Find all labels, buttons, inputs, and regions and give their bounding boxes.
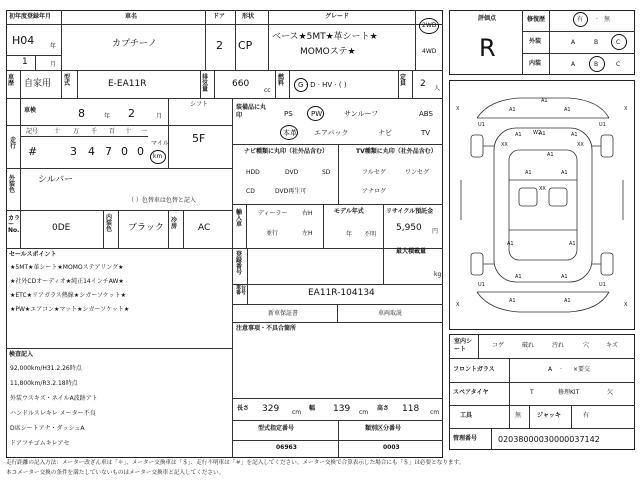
diagram-mark-17: X xyxy=(456,302,460,308)
registration-label: 登録番号 xyxy=(236,251,243,276)
shape-value: CP xyxy=(238,39,253,52)
selling-point-1: ★社外CDオーディオ★純正14インチAW★ xyxy=(10,278,124,285)
owner-manual: 車両取説 xyxy=(378,310,403,317)
diagram-mark-4: A1 xyxy=(515,132,522,138)
equip-airbag: エアバック xyxy=(314,129,349,137)
recycle-unit: 円 xyxy=(432,228,439,235)
diagram-axles xyxy=(483,146,601,264)
month-unit: 月 xyxy=(50,61,57,68)
equipment-label: 装備品に丸印 xyxy=(236,104,267,119)
interior-grade-label: 内装 xyxy=(529,60,542,67)
tools-label: 工具 xyxy=(460,412,473,419)
exterior-note: （ ）色替車は色替と記入 xyxy=(128,197,196,204)
nav-sd: SD xyxy=(322,169,331,176)
diagram-seat-right xyxy=(549,188,567,206)
mileage-digit-1: 4 xyxy=(88,145,95,158)
diagram-mark-0: A1 xyxy=(541,98,548,104)
color-code-label: カラーNo. xyxy=(8,215,21,234)
door-label: ドア xyxy=(213,13,225,20)
diagram-wheel-fl xyxy=(471,135,483,157)
shape-label: 形状 xyxy=(242,13,255,20)
mileage-header-5: 十 xyxy=(125,128,132,135)
mileage-header-4: 百 xyxy=(109,128,116,135)
inspector-note-0: 92,000km/H31.2.26時点 xyxy=(10,365,82,372)
shift-label: シフト xyxy=(190,101,209,108)
car-name-label: 車名 xyxy=(125,13,138,20)
notice-label: 注意事項・不具合箇所 xyxy=(236,325,297,332)
equip-abs: ABS xyxy=(419,110,433,118)
chassis-label: 車台番号 xyxy=(236,285,247,296)
diagram-mark-22: A1 xyxy=(561,274,568,280)
model-value: E-EA11R xyxy=(108,79,147,89)
mileage-digit-2: 7 xyxy=(105,145,112,158)
rating-label: 評価点 xyxy=(478,15,497,22)
mileage-header-1: 十 xyxy=(54,128,61,135)
displacement-label: 排気量 xyxy=(202,74,209,93)
diagram-mark-21: A1 xyxy=(515,274,522,280)
mgmt-value: 02038000030000037142 xyxy=(498,435,600,444)
spare-tire-label: スペアタイヤ xyxy=(453,389,489,396)
diagram-mark-16: X xyxy=(624,106,628,112)
import-parallel: 並行 xyxy=(266,230,279,237)
height-unit: cm xyxy=(430,409,440,416)
mileage-unit-label: マイル xyxy=(151,140,169,147)
inspector-note-4: D席シートアナ・ダッシュA xyxy=(10,425,85,432)
nav-dvd: DVD xyxy=(285,169,299,176)
inspection-month: 2 xyxy=(128,107,135,120)
grade-value-1: ベース★5MT★革シート★ xyxy=(272,32,378,42)
type-cert-value: 06963 xyxy=(276,444,297,451)
recycle-value: 5,950 xyxy=(396,223,422,233)
type-cert-label: 型式指定番号 xyxy=(258,425,295,432)
diagram-mark-8: A1 xyxy=(561,170,568,176)
color-code-value: 0DE xyxy=(52,223,71,233)
interior-seat-item-3: 穴 xyxy=(583,342,590,349)
inspection-year: 8 xyxy=(78,107,85,120)
spare-t: T xyxy=(530,389,534,396)
new-car-warranty: 新車保証書 xyxy=(268,310,299,317)
front-glass-label: フロントガラス xyxy=(453,366,495,373)
rating-value: R xyxy=(479,34,496,62)
nav-dvd-play: DVD再生可 xyxy=(275,188,307,195)
interior-seat-item-1: 破れ xyxy=(522,342,535,349)
equip-tv: TV xyxy=(421,129,431,137)
diagram-mark-18: X xyxy=(624,302,628,308)
nav-hdd: HDD xyxy=(246,169,260,176)
tv-oneseg: ワンセグ xyxy=(405,169,430,176)
diagram-mark-24: U1 xyxy=(599,282,606,288)
mileage-header-2: 万 xyxy=(73,128,80,135)
ac-label: 冷房 xyxy=(171,217,178,230)
length-value: 329 xyxy=(262,404,280,414)
equip-pw: PW xyxy=(311,110,323,118)
diagram-mark-13: XX xyxy=(577,142,584,148)
repair-sep: · xyxy=(596,16,598,23)
exterior-grade-b: B xyxy=(594,39,599,46)
inspection-label: 車検 xyxy=(24,107,37,114)
selling-point-3: ★PW★エアコン★マット★シガーソケット★ xyxy=(10,306,130,313)
interior-grade-c: C xyxy=(616,61,621,68)
fuel-label: 燃料 xyxy=(278,74,285,87)
load-unit: kg xyxy=(434,271,442,278)
inspection-month-unit: 月 xyxy=(156,113,163,120)
diagram-wheel-rr xyxy=(601,253,613,275)
jack-value: 有 xyxy=(583,412,590,419)
selling-points-label: セールスポイント xyxy=(9,251,57,258)
front-glass-a: A xyxy=(548,366,553,373)
interior-grade-b: B xyxy=(594,61,599,68)
diagram-mark-2: A1 xyxy=(509,107,516,113)
exterior-grade-c: C xyxy=(616,39,621,46)
import-label: 輸入車 xyxy=(236,209,243,228)
diagram-mark-6: A1 xyxy=(547,152,554,158)
equip-navi: ナビ xyxy=(378,129,392,137)
length-unit: cm xyxy=(292,409,302,416)
diagram-mark-10: U1 xyxy=(478,122,485,128)
grade-value-2: MOMOステ★ xyxy=(300,47,356,57)
import-dealer: ディーラー xyxy=(258,210,288,217)
capacity-unit: 人 xyxy=(434,85,441,92)
diagram-mark-26: A1 xyxy=(564,298,571,304)
diagram-seat-left xyxy=(519,188,537,206)
interior-seat-label: 室内シート xyxy=(454,338,473,353)
diagram-mark-1: A1 xyxy=(564,107,571,113)
length-label: 長さ xyxy=(237,405,250,412)
tv-header: TV種類に丸印（社外品含む） xyxy=(356,148,437,155)
diagram-mark-15: X xyxy=(456,106,460,112)
capacity-label: 定員 xyxy=(400,74,407,87)
selling-point-2: ★ETC★リアガラス熱線★シガーソケット★ xyxy=(10,292,126,299)
recycle-label: リサイクル預託金 xyxy=(386,208,434,215)
exterior-grade-a: A xyxy=(571,39,576,46)
diagram-mark-20: A1 xyxy=(569,241,576,247)
inspector-note-1: 11,800km/R3.2.18時点 xyxy=(10,380,78,387)
door-value: 2 xyxy=(216,39,223,52)
jack-label: ジャッキ xyxy=(537,412,561,419)
interior-color-value: ブラック xyxy=(128,223,164,233)
interior-grade-a: A xyxy=(571,61,576,68)
repair-yes: 有 xyxy=(577,16,584,23)
load-label: 最大積載量 xyxy=(396,248,427,255)
interior-color-label: 内装色 xyxy=(106,214,113,233)
mileage-header-0: 記号 xyxy=(26,128,39,135)
exterior-grade-label: 外装 xyxy=(529,38,542,45)
height-value: 118 xyxy=(402,404,420,414)
model-year-label: モデル年式 xyxy=(334,208,364,215)
footer-line-1: 走行距離の記入方法：メーター改ざん車は「＊」、メーター交換車は「＄」、走行不明車は「＃」を記入してください。メーター交換で合算表示した場合にも「＄」は必要となります。 xyxy=(6,460,465,466)
height-label: 高さ xyxy=(377,405,390,412)
equip-leather: 本革 xyxy=(283,129,297,137)
inspection-year-unit: 年 xyxy=(104,113,111,120)
repair-no: 無 xyxy=(604,16,611,23)
displacement-unit: cc xyxy=(264,87,271,94)
capacity-value: 2 xyxy=(420,79,426,89)
diagram-wheel-rl xyxy=(471,253,483,275)
width-value: 139 xyxy=(333,404,351,414)
interior-seat-item-0: コゲ xyxy=(492,342,505,349)
chassis-value: EA11R-104134 xyxy=(308,288,375,298)
exterior-value: シルバー xyxy=(38,175,74,185)
spare-kit: 修理KIT xyxy=(558,389,580,396)
exterior-label: 外装色 xyxy=(9,175,16,194)
grade-label: グレード xyxy=(325,13,350,20)
diagram-mark-7: A1 xyxy=(525,170,532,176)
mileage-digit-0: 3 xyxy=(70,145,77,158)
mileage-header-6: 一 xyxy=(141,128,148,135)
diagram-mark-25: A1 xyxy=(509,298,516,304)
inspector-note-5: ドアフチゴムキレアセ xyxy=(10,440,70,447)
nav-header: ナビ種類に丸印（社外品含む） xyxy=(244,148,329,155)
model-label: 型式 xyxy=(64,74,71,87)
inspector-note-2: 外装ウスキズ・ネイルA波跡アト xyxy=(10,395,98,402)
tools-value: 無 xyxy=(515,412,522,419)
width-unit: cm xyxy=(359,409,369,416)
ac-value: AC xyxy=(198,223,211,233)
repair-label: 修復歴 xyxy=(527,16,546,23)
usage-value: 自家用 xyxy=(24,79,52,89)
diagram-mark-9: W2 xyxy=(533,130,542,136)
mileage-header-3: 千 xyxy=(91,128,98,135)
usage-label: 車歴 xyxy=(8,74,15,87)
diagram-mark-19: A1 xyxy=(507,241,514,247)
model-year-unit-1: 年 xyxy=(346,231,353,238)
displacement-value: 660 xyxy=(232,79,250,89)
diagram-mark-23: U1 xyxy=(478,282,485,288)
diagram-wheel-fr xyxy=(601,135,613,157)
selling-point-0: ★5MT★革シート★MOMOステアリング★ xyxy=(10,264,124,271)
diagram-mark-12: XX xyxy=(501,142,508,148)
month-value: 1 xyxy=(22,57,28,67)
mileage-label: 走行 xyxy=(10,137,17,150)
front-glass-replace: ×要交 xyxy=(573,366,591,373)
shift-value: 5F xyxy=(192,132,206,145)
nav-cd: CD xyxy=(246,188,255,195)
year-label: 初年度登録年月 xyxy=(9,13,52,20)
equip-sunroof: サンルーフ xyxy=(344,110,379,118)
inspector-note-3: ハンドルスレキレ メーター不良 xyxy=(10,410,96,417)
diagram-mark-11: U1 xyxy=(599,122,606,128)
equip-ps: PS xyxy=(284,110,293,118)
model-year-unit-2: 不明 xyxy=(364,231,377,238)
drive-2wd: 2WD xyxy=(422,22,437,29)
year-value: H04 xyxy=(12,34,35,47)
width-label: 幅 xyxy=(309,405,316,412)
tv-analog: アナログ xyxy=(362,188,387,195)
tv-fullseg: フルセグ xyxy=(362,169,386,176)
import-right: 右H xyxy=(302,210,313,217)
class-label: 類別区分番号 xyxy=(365,425,402,432)
inspector-notes-label: 検査記入 xyxy=(9,351,34,358)
interior-seat-item-4: キズ xyxy=(606,342,618,349)
diagram-mark-14: XX xyxy=(539,186,546,192)
year-unit: 年 xyxy=(50,43,57,50)
import-left: 左H xyxy=(302,230,313,237)
car-name-value: カプチーノ xyxy=(112,39,157,49)
footer-line-2: 本コメーター交換の条件を満たしていないものはメーター交換車と記入してください。 xyxy=(6,470,225,476)
interior-seat-item-2: 汚れ xyxy=(552,342,565,349)
spare-missing: 欠 xyxy=(607,389,614,396)
class-value: 0003 xyxy=(383,444,400,451)
diagram-mark-3: A1 xyxy=(539,131,546,137)
drive-4wd: 4WD xyxy=(422,48,437,55)
diagram-mark-5: A1 xyxy=(571,132,578,138)
mileage-digit-4: 0 xyxy=(137,145,144,158)
mileage-unit-value: km xyxy=(153,153,163,160)
diagram-bottom-side-outline xyxy=(477,292,609,312)
mgmt-label: 管理番号 xyxy=(453,435,478,442)
mileage-sign: # xyxy=(28,145,38,158)
mileage-digit-3: 0 xyxy=(121,145,128,158)
fuel-options: G · D · HV · ( ) xyxy=(298,81,347,89)
front-glass-sep: · xyxy=(560,366,562,373)
car-damage-diagram xyxy=(449,80,635,330)
